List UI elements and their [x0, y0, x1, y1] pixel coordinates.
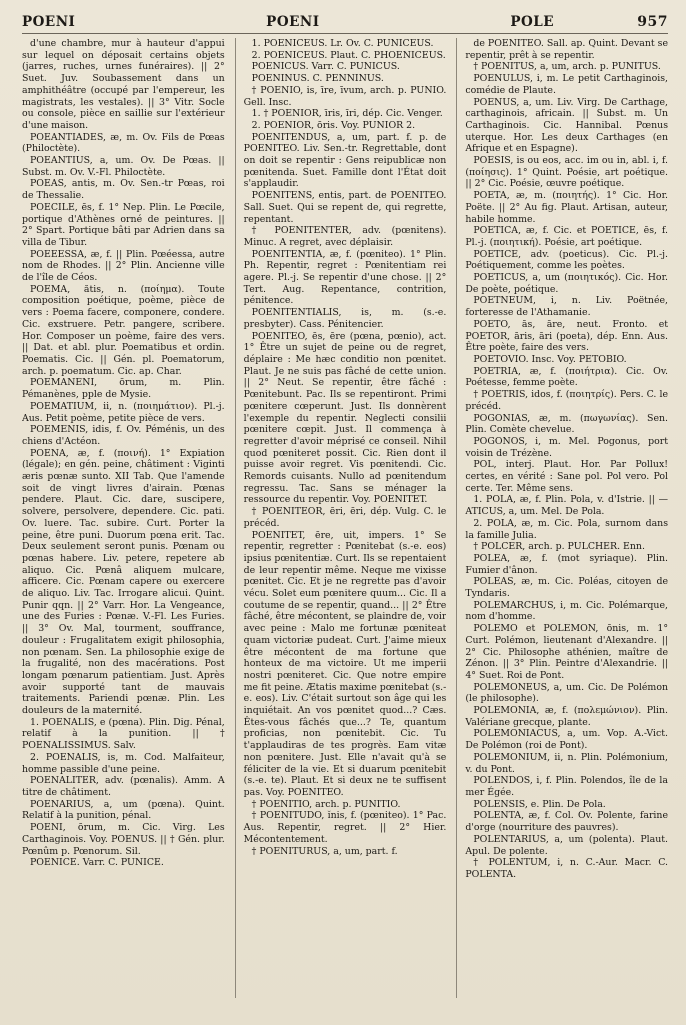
dictionary-entry: 1. POLA, æ, f. Plin. Pola, v. d'Istrie. || — ATICUS, a, um. Mel. De Pola. — [465, 494, 668, 518]
dictionary-entry: d'une chambre, mur à hauteur d'appui sur lequel on déposait certains objets (jarres, ruches, urnes funéraires). || 2° Suet. Juv. Soubassement dans un amphithéâtre (occupé par l'empereur, les magistrats, les vestales). || 3° Vitr. Socle ou console, pièce en saillie sur l'extérieur d'une maison. — [22, 38, 225, 131]
dictionary-entry: POLEMO et POLEMON, ōnis, m. 1° Curt. Polémon, lieutenant d'Alexandre. || 2° Cic. Philosophe athénien, maître de Zénon. || 3° Plin. Peintre d'Alexandrie. || 4° Suet. Roi de Pont. — [465, 623, 668, 681]
dictionary-entry: † POENITUS, a, um, arch. p. PUNITUS. — [473, 61, 661, 73]
dictionary-entry: POESIS, is ou eos, acc. im ou in, abl. i, f. (ποίησις). 1° Quint. Poésie, art poétique. || 2° Cic. Poésie, œuvre poétique. — [465, 155, 668, 190]
dictionary-entry: † POLENTUM, i, n. C.-Aur. Macr. C. POLENTA. — [465, 857, 668, 880]
dictionary-entry: 1. † POENIOR, īris, īri, dép. Cic. Venger. — [251, 108, 443, 120]
running-header — [22, 14, 668, 34]
dictionary-entry: POENITENDUS, a, um, part. f. p. de POENITEO. Liv. Sen.-tr. Regrettable, dont on doit se repentir : Gens reipublicæ non pœnitenda. Suet. Famille dont l'État doit s'applaudir. — [243, 131, 447, 190]
dictionary-entry: 1. POENICEUS. Lr. Ov. C. PUNICEUS. — [251, 38, 434, 49]
text-columns — [22, 38, 668, 998]
dictionary-entry: POEANTIUS, a, um. Ov. De Pœas. || Subst. m. Ov. V.-Fl. Philoctète. — [22, 155, 225, 178]
dictionary-entry: POLEMONIACUS, a, um. Vop. A.-Vict. De Polémon (roi de Pont). — [465, 728, 668, 752]
dictionary-entry: POETOVIO. Insc. Voy. PETOBIO. — [473, 353, 627, 365]
dictionary-entry: POGONOS, i, m. Mel. Pogonus, port voisin de Trézène. — [465, 435, 668, 459]
dictionary-entry: 2. POENALIS, is, m. Cod. Malfaiteur, homme passible d'une peine. — [22, 751, 225, 775]
dictionary-entry: POETA, æ, m. (ποιητής). 1° Cic. Hor. Poëte. || 2° Au fig. Plaut. Artisan, auteur, habile homme. — [465, 190, 668, 225]
dictionary-entry: POEMANENI, ōrum, m. Plin. Pémanènes, pple de Mysie. — [22, 377, 225, 401]
dictionary-entry: POETICA, æ, f. Cic. et POETICE, ēs, f. Pl.-j. (ποιητική). Poésie, art poétique. — [465, 225, 668, 248]
dictionary-entry: POENITENTIALIS, is, m. (s.-e. presbyter). Cass. Pénitencier. — [243, 307, 447, 330]
dictionary-entry: POLENTARIUS, a, um (polenta). Plaut. Apul. De polente. — [465, 833, 668, 857]
dictionary-entry: † POENIO, is, īre, īvum, arch. p. PUNIO. Gell. Insc. — [243, 84, 447, 108]
dictionary-entry: † POENITUDO, ĭnis, f. (pœniteo). 1° Pac. Aus. Repentir, regret. || 2° Hier. Mécontentement. — [243, 810, 447, 845]
dictionary-entry: 2. POENICEUS. Plaut. C. PHOENICEUS. — [251, 49, 446, 61]
dictionary-entry: 2. POENIOR, ōris. Voy. PUNIOR 2. — [251, 119, 416, 131]
dictionary-entry: POEEESSA, æ, f. || Plin. Pœéessa, autre nom de Rhodes. || 2° Plin. Ancienne ville de l'île de Céos. — [22, 248, 225, 284]
dictionary-entry: † POETRIS, idos, f. (ποιητρίς). Pers. C. le précéd. — [465, 389, 668, 412]
dictionary-entry: POENI, ōrum, m. Cic. Virg. Les Carthaginois. Voy. POENUS. || † Gén. plur. Pœnûm p. Pœnorum. Sil. — [22, 822, 225, 857]
dictionary-entry: POGONIAS, æ, m. (πωγωνίας). Sen. Plin. Comète chevelue. — [465, 412, 668, 436]
dictionary-entry: POENITENTIA, æ, f. (pœniteo). 1° Plin. Ph. Repentir, regret : Pœnitentiam rei agere. Pl.-j. Se repentir d'une chose. || 2° Tert. Aug. Repentance, contrition, pénitence. — [243, 248, 447, 307]
column-1 — [22, 38, 225, 998]
dictionary-entry: POETICUS, a, um (ποιητικός). Cic. Hor. De poète, poétique. — [465, 272, 668, 295]
dictionary-entry: POEANTIADES, æ, m. Ov. Fils de Pœas (Philoctète). — [22, 131, 225, 155]
dictionary-entry: † POENITENTER, adv. (pœnitens). Minuc. A regret, avec déplaisir. — [243, 225, 447, 248]
dictionary-entry: POENA, æ, f. (ποινή). 1° Expiation (légale); en gén. peine, châtiment : Viginti æris pœnæ sunto. XII Tab. Que l'amende soit de vingt livres d'airain. Pœnas pendere. Plaut. Cic. dare, suscipere, solvere, persolvere, dependere. Cic. pati. Ov. luere. Tac. subire. Curt. Porter la peine, être puni. Duorum pœna erit. Tac. Deux seulement seront punis. Pœnam ou pœnas habere. Liv. petere, repetere ab aliquo. Cic. Pœnâ aliquem mulcare, afficere. Cic. Pœnam capere ou exercere de aliquo. Liv. Tac. Irrogare alicui. Quint. Punir qqn. || 2° Varr. Hor. La Vengeance, une des Furies : Pœnæ. V.-Fl. Les Furies. || 3° Ov. Mal, tourment, souffrance, douleur : Frugalitatem exigit philosophia, non pœnam. Sen. La philosophie exige de la frugalité, non des macérations. Post longam pœnarum patientiam. Just. Après avoir supporté tant de mauvais traitements. Pariendi pœnæ. Plin. Les douleurs de la maternité. — [22, 447, 225, 717]
dictionary-entry: POLEAS, æ, m. Cic. Poléas, citoyen de Tyndaris. — [465, 576, 668, 600]
header-center: POENI — [266, 14, 320, 30]
dictionary-entry: POLEMARCHUS, i, m. Cic. Polémarque, nom d'homme. — [465, 599, 668, 623]
dictionary-entry: † POENITEOR, ēri, ēri, dép. Vulg. C. le précéd. — [243, 506, 447, 529]
dictionary-entry: 2. POLA, æ, m. Cic. Pola, surnom dans la famille Julia. — [465, 517, 668, 541]
dictionary-entry: POENULUS, i, m. Le petit Carthaginois, comédie de Plaute. — [465, 73, 668, 96]
dictionary-entry: POENITEO, ēs, ēre (pœna, pœnio), act. 1° Être un sujet de peine ou de regret, déplaire : Me hæc conditio non pœnitet. Plaut. Je ne suis pas fâché de cette union. || 2° Neut. Se repentir, être fâché : Pœnitebunt. Pac. Ils se repentiront. Primi pœnitere cœperunt. Just. Ils donnèrent l'exemple du repentir. Neglecti consilii pœnitere cœpit. Just. Il commença à regretter d'avoir méprisé ce conseil. Nihil quod pœniteret possit. Cic. Rien dont il puisse avoir regret. Vis pœnitendi. Cic. Remords cuisants. Nullo ad pœnitendum regressu. Tac. Sans se ménager la ressource du repentir. Voy. POENITET. — [243, 330, 447, 506]
dictionary-entry: POLENDOS, i, f. Plin. Polendos, île de la mer Égée. — [465, 775, 668, 798]
dictionary-entry: POENITET, ēre, uit, impers. 1° Se repentir, regretter : Pœnitebat (s.-e. eos) ipsius pœnitentiæ. Curt. Ils se repentaient de leur repentir même. Neque me vixisse pœnitet. Cic. Et je ne regrette pas d'avoir vécu. Solet eum pœnitere quum... Cic. Il a coutume de se repentir, quand... || 2° Être fâché, être mécontent, se plaindre de, voir avec peine : Malo me fortunæ pœniteat quam victoriæ pudeat. Curt. J'aime mieux être mécontent de ma fortune que honteux de ma victoire. Ut me imperii nostri pœniteret. Cic. Que notre empire me fit peine. Ætatis maxime pœnitebat (s.-e. eos). Liv. C'était surtout son âge qui les inquiétait. An vos pœnitet quod...? Cæs. Êtes-vous fâchés que...? Te, quantum proficias, non pœnitebit. Cic. Tu t'applaudiras de tes progrès. Eam vitæ non pœnitere. Just. Elle n'avait qu'à se féliciter de la vie. Et si duarum pœnitebit (s.-e. te). Plaut. Et si deux ne te suffisent pas. Voy. POENITEO. — [243, 529, 447, 798]
dictionary-entry: POENARIUS, a, um (pœna). Quint. Relatif à la punition, pénal. — [22, 798, 225, 822]
header-right: POLE — [510, 14, 555, 30]
dictionary-entry: POEMATIUM, ii, n. (ποιημάτιον). Pl.-j. Aus. Petit poème, petite pièce de vers. — [22, 400, 225, 424]
dictionary-entry: POETICE, adv. (poeticus). Cic. Pl.-j. Poétiquement, comme les poètes. — [465, 248, 668, 272]
header-left: POENI — [22, 14, 76, 30]
dictionary-entry: 1. POENALIS, e (pœna). Plin. Dig. Pénal, relatif à la punition. || † POENALISSIMUS. Salv. — [22, 716, 225, 752]
dictionary-entry: † POENITIO, arch. p. PUNITIO. — [251, 798, 401, 810]
dictionary-entry: POLEMONEUS, a, um. Cic. De Polémon (le philosophe). — [465, 681, 668, 705]
dictionary-entry: POLEMONIA, æ, f. (πολεμώνιον). Plin. Valériane grecque, plante. — [465, 705, 668, 728]
dictionary-entry: † POENITURUS, a, um, part. f. — [251, 845, 398, 857]
dictionary-entry: POEAS, antis, m. Ov. Sen.-tr Pœas, roi de Thessalie. — [22, 178, 225, 202]
dictionary-entry: POETO, ās, āre, neut. Fronto. et POETOR, āris, āri (poeta), dép. Enn. Aus. Être poète, faire des vers. — [465, 318, 668, 354]
dictionary-entry: POEMA, ătis, n. (ποίημα). Toute composition poétique, poème, pièce de vers : Poema facere, componere, condere. Cic. exstruere. Petr. pangere, scribere. Hor. Composer un poème, faire des vers. || Dat. et abl. plur. Poematibus et ordin. Poematis. Cic. || Gén. pl. Poematorum, arch. p. poematum. Cic. ap. Char. — [22, 283, 225, 377]
dictionary-entry: POETRIA, æ, f. (ποιήτρια). Cic. Ov. Poétesse, femme poète. — [465, 365, 668, 389]
dictionary-entry: POENALITER, adv. (pœnalis). Amm. A titre de châtiment. — [22, 775, 225, 798]
dictionary-entry: POENUS, a, um. Liv. Virg. De Carthage, carthaginois, africain. || Subst. m. Un Carthaginois. Cic. Hannibal. Pœnus uterque. Hor. Les deux Carthages (en Afrique et en Espagne). — [465, 96, 668, 155]
dictionary-entry: POLENTA, æ, f. Col. Ov. Polente, farine d'orge (nourriture des pauvres). — [465, 810, 668, 834]
dictionary-entry: de POENITEO. Sall. ap. Quint. Devant se repentir, prêt à se repentir. — [465, 38, 668, 61]
column-2 — [235, 38, 447, 998]
dictionary-entry: POENICUS. Varr. C. PUNICUS. — [251, 61, 400, 73]
column-3 — [456, 38, 668, 998]
page-number: 957 — [637, 14, 668, 30]
dictionary-entry: POLEMONIUM, ii, n. Plin. Polémonium, v. du Pont. — [465, 751, 668, 775]
dictionary-entry: POENICE. Varr. C. PUNICE. — [30, 857, 164, 869]
dictionary-entry: POENINUS. C. PENNINUS. — [251, 73, 384, 85]
dictionary-entry: POLENSIS, e. Plin. De Pola. — [473, 798, 606, 810]
dictionary-entry: POL, interj. Plaut. Hor. Par Pollux! certes, en vérité : Sane pol. Pol vero. Pol certe. Ter. Même sens. — [465, 459, 668, 494]
dictionary-entry: POETNEUM, i, n. Liv. Poëtnée, forteresse de l'Athamanie. — [465, 295, 668, 319]
dictionary-entry: † POLCER, arch. p. PULCHER. Enn. — [473, 541, 645, 553]
dictionary-entry: POENITENS, entis, part. de POENITEO. Sall. Suet. Qui se repent de, qui regrette, repentant. — [243, 190, 447, 225]
dictionary-entry: POEMENIS, idis, f. Ov. Péménis, un des chiens d'Actéon. — [22, 424, 225, 447]
dictionary-entry: POLEA, æ, f. (mot syriaque). Plin. Fumier d'ânon. — [465, 552, 668, 576]
dictionary-entry: POECILE, ēs, f. 1° Nep. Plin. Le Pœcile, portique d'Athènes orné de peintures. || 2° Spart. Portique bâti par Adrien dans sa villa de Tibur. — [22, 201, 225, 248]
